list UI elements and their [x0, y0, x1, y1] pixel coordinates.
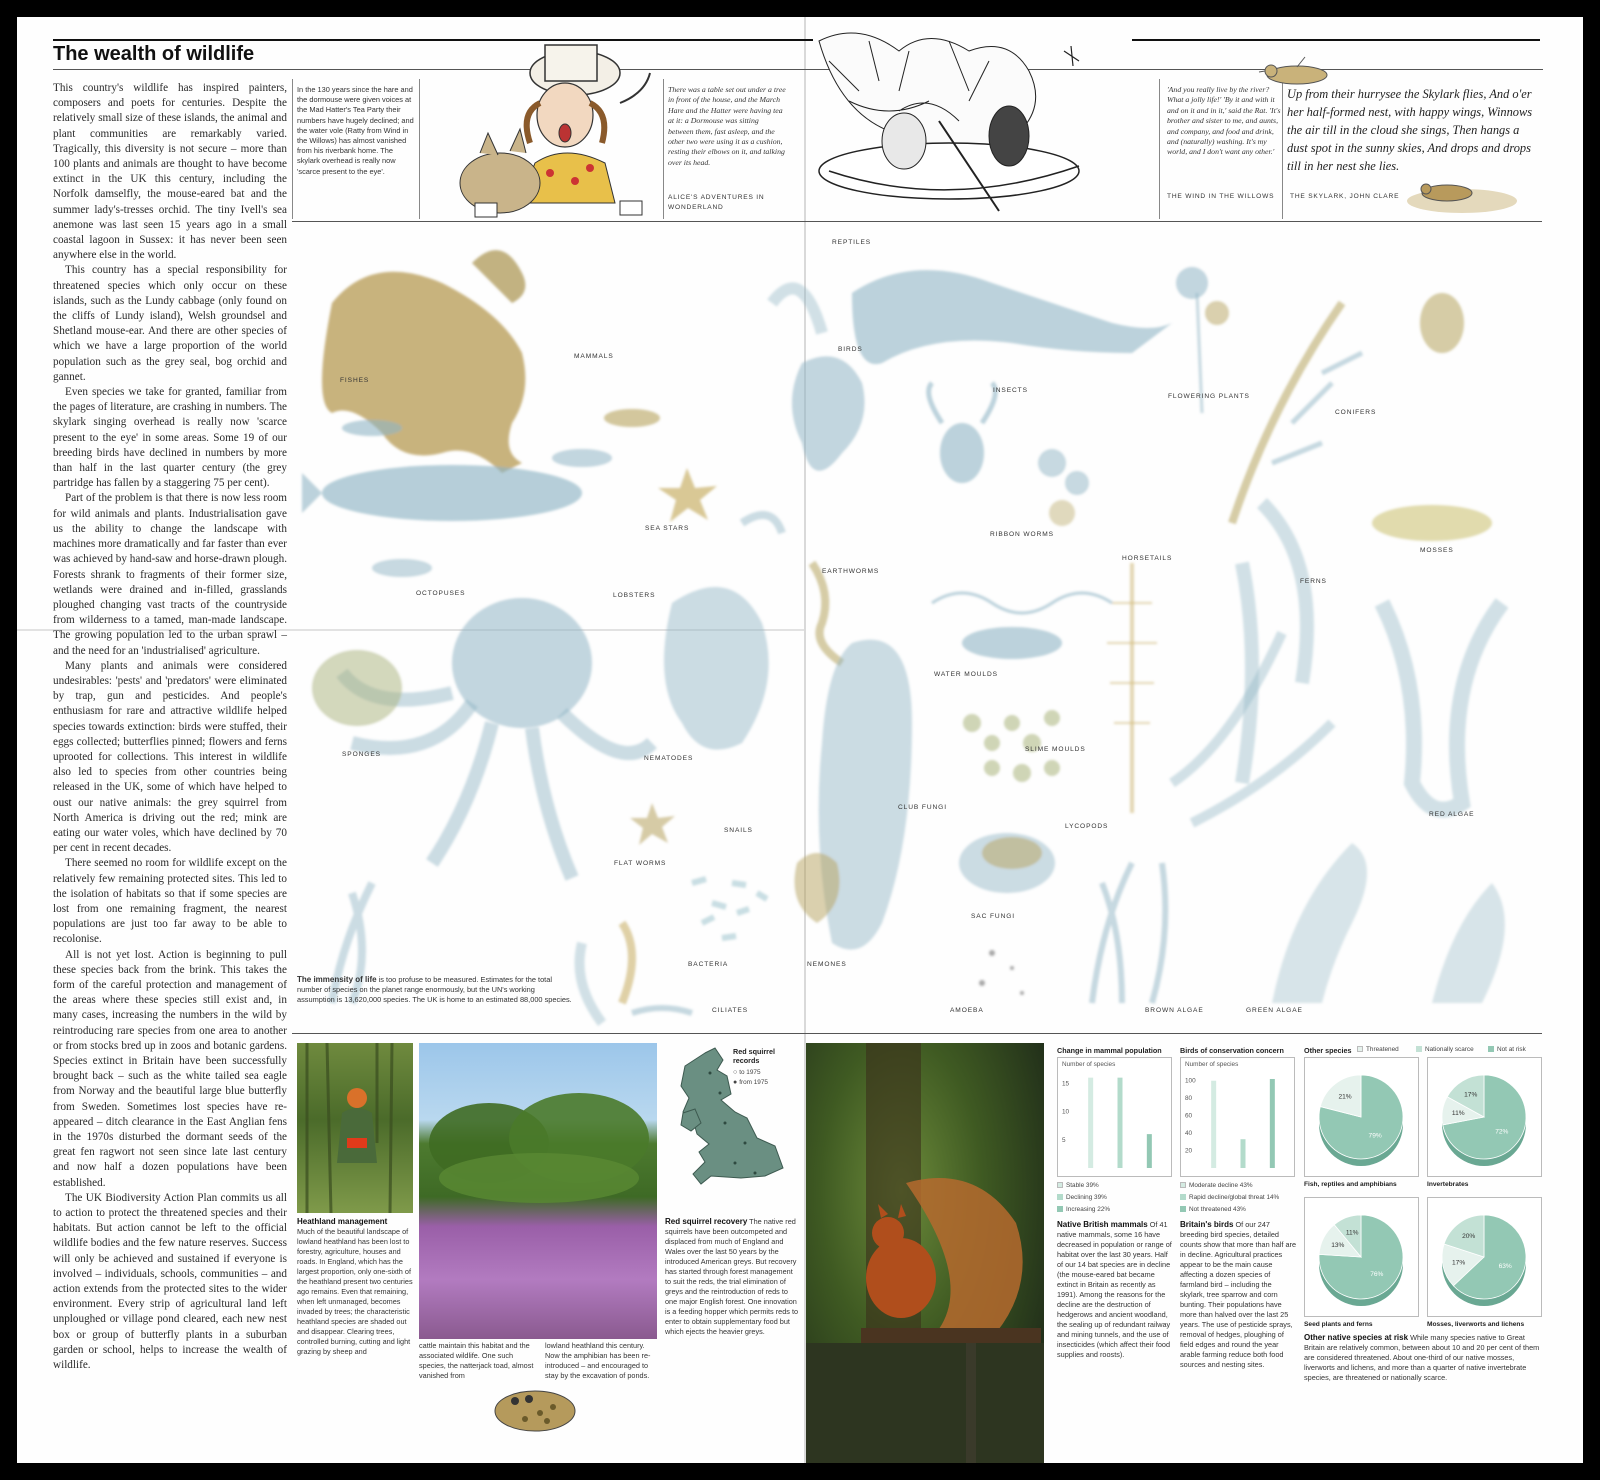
y-tick-label: 100 [1185, 1077, 1196, 1085]
document-page [17, 17, 1583, 1463]
essay-paragraph: Part of the problem is that there is now less room for wild animals and plants. Industrialisation gave us the ability to change the landscape with machines more dramatically and far faster than ever was achieved by hand-saw and horse-drawn plough. Forests shrank to fragments of their former size, wetlands were drained and in-filled, grasslands ploughed changing vast tracts of the countryside from wilderness to a tamed, man-made landscape. The growing population led to the urban sprawl – and the need for an 'industrialised' agriculture. [53, 492, 287, 657]
label-sponges: SPONGES [342, 751, 381, 758]
legend-label: Threatened [1366, 1046, 1399, 1053]
pie-value-label: 63% [1498, 1263, 1512, 1271]
pie-value-label: 72% [1495, 1128, 1509, 1136]
map-legend-to1975-label: to 1975 [739, 1069, 761, 1076]
pie-legend-item [1416, 1046, 1474, 1053]
legend-label: Increasing 22% [1066, 1206, 1111, 1213]
mammals-heading: Native British mammals [1057, 1220, 1148, 1229]
essay-paragraph: This country has a special responsibility for threatened species which only occur on these islands, such as the Lundy cabbage (only found on the cliffs of Lundy island), Welsh groundsel and Shetland mouse-ear. And there are other species of which we have a large proportion of the world population such as the grey seal, bog orchid and gannet. [53, 264, 287, 383]
pie-label: Invertebrates [1427, 1181, 1469, 1188]
heathland-col3: lowland heathland this century. Now the amphibian has been re-introduced – and encouraged to stay by the excavation of ponds. [545, 1341, 651, 1380]
chart-birds-ylabel: Number of species [1185, 1061, 1239, 1068]
poem-source: THE SKYLARK, JOHN CLARE [1290, 193, 1400, 200]
other-species-text [1304, 1333, 1542, 1383]
legend-label: Declining 39% [1066, 1194, 1107, 1201]
chart-mammals-frame [1057, 1057, 1172, 1177]
page-title: The wealth of wildlife [53, 43, 255, 65]
label-birds: BIRDS [838, 346, 863, 353]
chart-birds-legend-item [1180, 1182, 1253, 1189]
mad-hatter-illustration [425, 33, 660, 223]
label-sea-stars: SEA STARS [645, 525, 690, 532]
chart-birds-legend-item [1180, 1206, 1246, 1213]
essay-paragraph: All is not yet lost. Action is beginning to pull these species back from the brink. This takes the form of the careful protection and management of the areas where these species still exist and, in many cases, increasing the numbers in the wild by reintroducing rare species from one area to another or from stocks bred up in zoos and botanic gardens. Species extinct in Britain have been successfully brought back – such as the white tailed sea eagle from Norway and the beautiful large blue butterfly from Sweden. Sometimes lost species have re-appeared – ditch clearance in the East Anglian fens in the 1970s disturbed the dormant seeds of the great fen ragwort not seen since late last century and now half a dozen populations have been established. [53, 948, 287, 1189]
chart-mammals [1058, 1058, 1171, 1176]
label-flowering-plants: FLOWERING PLANTS [1168, 393, 1250, 400]
pie-value-label: 21% [1338, 1093, 1352, 1101]
skylark-poem: Up from their hurrysee the Skylark flies, And o'er her half-formed nest, with happy wings, Winnows the air till in the cloud she sings, Then hangs a dust spot in the sunny skies, And drops and drops till in her nest she lies. [1287, 87, 1533, 173]
chart-mammals-legend-item [1057, 1194, 1107, 1201]
label-lycopods: LYCOPODS [1065, 823, 1109, 830]
pie-value-label: 79% [1368, 1132, 1382, 1140]
label-slime-moulds: SLIME MOULDS [1025, 746, 1086, 753]
hare-note: In the 130 years since the hare and the dormouse were given voices at the Mad Hatter's Tea Party their numbers have hugely declined; and the water vole (Ratty from Wind in the Willows) has almost vanished from his riverbank home. The skylark overhead is really now 'scarce present to the eye'. [297, 85, 414, 176]
divider [419, 79, 420, 219]
pie-legend-item [1488, 1046, 1526, 1053]
pie-value-label: 76% [1370, 1270, 1384, 1278]
essay-paragraph: The UK Biodiversity Action Plan commits us all to action to protect the threatened species and their habitats. But action cannot be left to the official wildlife bodies and the few nature reserves. Success will only be achieved and sustained if everyone is involved – individuals, schools, communities – and action extends from the protected sites to the wider environment. Every strip of agricultural land left unploughed or village pond cleared, each new nest box or group of butterfly plants in a suburban garden or school, helps to increase the wealth of wildlife. [53, 1191, 287, 1372]
pie [1442, 1215, 1526, 1306]
caption-text: is too profuse to be measured. Estimates for the total number of species on the planet range enormously, but the UN's working assumption is 13,620,000 species. The UK is home to an estimated 88,000 species. [297, 975, 572, 1004]
birds-body: Of our 247 breeding bird species, detailed counts show that more than half are in decline. Agricultural practices appear to be the main cause affecting a dozen species of farmland bird – including the skylark, tree sparrow and corn bunting. Their populations have more than halved over the last 25 years. The use of pesticide sprays, removal of hedges, ploughing of field edges and round the year arable farming reduce both food sources and nesting sites. [1180, 1220, 1297, 1369]
label-octopuses: OCTOPUSES [416, 590, 466, 597]
pie-legend-item [1357, 1046, 1399, 1053]
squirrel-heading: Red squirrel recovery [665, 1217, 748, 1226]
chart-mammals-legend-item [1057, 1182, 1099, 1189]
legend-label: Not threatened 43% [1189, 1206, 1246, 1213]
label-water-moulds: WATER MOULDS [934, 671, 998, 678]
bar [1270, 1079, 1275, 1168]
label-sac-fungi: SAC FUNGI [971, 913, 1016, 920]
squirrel-text [665, 1217, 800, 1337]
heathland-photo [419, 1043, 657, 1339]
label-insects: INSECTS [993, 387, 1028, 394]
forestry-photo [297, 1043, 413, 1213]
essay-paragraph: There seemed no room for wildlife except on the relatively few remaining protected sites. This led to the isolation of habitats so that if some species are lost from one remaining fragment, the nearest populations are just too far away to be able to recolonise. [53, 857, 287, 946]
divider [663, 79, 664, 219]
label-horsetails: HORSETAILS [1122, 555, 1173, 562]
label-amoeba: AMOEBA [950, 1007, 984, 1014]
bar [1147, 1134, 1152, 1168]
willows-source: THE WIND IN THE WILLOWS [1167, 193, 1275, 200]
skylark-nest-illustration [1402, 173, 1532, 218]
pie-value-label: 17% [1464, 1091, 1478, 1099]
label-mammals: MAMMALS [574, 353, 614, 360]
legend-label: Nationally scarce [1425, 1046, 1474, 1053]
label-earthworms: EARTHWORMS [822, 568, 880, 575]
pie-section-title: Other species [1304, 1046, 1352, 1055]
divider [292, 79, 293, 219]
legend-label: Stable 39% [1066, 1182, 1099, 1189]
chart-mammals-legend-item [1057, 1206, 1110, 1213]
pie-value-label: 11% [1345, 1229, 1359, 1237]
label-reptiles: REPTILES [832, 239, 872, 246]
essay-paragraph: This country's wildlife has inspired painters, composers and poets for centuries. Despite the relatively small size of these islands, the animal and plant communities are remarkably varied. Tragically, this diversity is not secure – more than 100 plants and animals are thought to have become extinct in the UK this century, including the Norfolk damselfly, the mouse-eared bat and the summer lady's-tresses orchid. The tiny Ivell's sea anemone was last seen 15 years ago in a small coastal lagoon in Sussex: it has never been seen anywhere else in the world. [53, 82, 287, 262]
essay-paragraph: Even species we take for granted, familiar from the pages of literature, are crashing in numbers. The skylark singing overhead is really now 'scarce present to the eye' in some areas. Some 19 of our breeding birds have declined in numbers by more than half in the last quarter century (the grey partridge has fallen by a staggering 75 per cent). [53, 386, 287, 490]
y-tick-label: 40 [1185, 1130, 1193, 1138]
pie [1319, 1215, 1403, 1306]
map-legend-to1975: ○ to 1975 [733, 1069, 761, 1076]
natterjack-toad-illustration [485, 1377, 585, 1437]
alice-quote: There was a table set out under a tree in front of the house, and the March Hare and the Hatter were having tea at it: a Dormouse was sitting between them, fast asleep, and the other two were using it as a cushion, resting their elbows on it, and talking over its head. [668, 85, 786, 167]
label-brown-algae: BROWN ALGAE [1145, 1007, 1204, 1014]
bar [1088, 1078, 1093, 1168]
divider [1282, 79, 1283, 219]
y-tick-label: 20 [1185, 1147, 1193, 1155]
other-heading: Other native species at risk [1304, 1333, 1409, 1342]
heathland-col1: Much of the beautiful landscape of lowland heathland has been lost to forestry, agriculture, houses and roads. In England, which has the largest proportion, only one-sixth of the heathland present two centuries ago remains. Even that remaining, when left unmanaged, becomes invaded by trees; the characteristic heathland species are shaded out and disappear. Clearing trees, controlled burning, cutting and light grazing by sheep and [297, 1227, 413, 1356]
label-club-fungi: CLUB FUNGI [898, 804, 947, 811]
label-lobsters: LOBSTERS [613, 592, 656, 599]
divider [292, 1033, 1542, 1034]
caption-lead: The immensity of life [297, 975, 377, 984]
other-body: While many species native to Great Britain are relatively common, between about 10 and 20 per cent of them are considered threatened. About one-third of our native mosses, liverworts and lichens, and more than a quarter of native invertebrate species, are threatened or nationally scarce. [1304, 1333, 1540, 1382]
chart-birds-frame [1180, 1057, 1295, 1177]
tree-of-life-illustration [292, 223, 1542, 1028]
label-fishes: FISHES [340, 377, 370, 384]
chart-birds [1181, 1058, 1294, 1176]
chart-mammals-title: Change in mammal population [1057, 1046, 1162, 1055]
mammals-text [1057, 1220, 1175, 1360]
divider [1132, 39, 1540, 41]
chart-mammals-ylabel: Number of species [1062, 1061, 1116, 1068]
map-legend-from1975-label: from 1975 [739, 1079, 768, 1086]
bar [1211, 1081, 1216, 1168]
pie-label: Fish, reptiles and amphibians [1304, 1181, 1397, 1188]
y-tick-label: 10 [1062, 1108, 1070, 1116]
y-tick-label: 80 [1185, 1095, 1193, 1103]
chart-birds-legend-item [1180, 1194, 1279, 1201]
legend-label: Rapid decline/global threat 14% [1189, 1194, 1280, 1201]
red-squirrel-photo [806, 1043, 1044, 1463]
pie-value-label: 11% [1451, 1109, 1465, 1117]
label-ciliates: CILIATES [712, 1007, 749, 1014]
essay-paragraph: Many plants and animals were considered undesirables: 'pests' and 'predators' were eliminated by trap, gun and pesticides. And people's enthusiasm for rare and attractive wildlife helped species towards extinction: birds were stuffed, their eggs collected; butterflies pinned; flowers and ferns uprooted for collections. This interest in wildlife also led to species from other countries being released in the UK, some of which have helped to oust our native animals: the grey squirrel from North America is driving out the red; mink are eating our water voles, which have declined by 70 per cent in recent decades. [53, 659, 287, 855]
legend-label: Moderate decline 43% [1189, 1182, 1253, 1189]
birds-heading: Britain's birds [1180, 1220, 1234, 1229]
map-legend-title: Red squirrel records [733, 1047, 775, 1065]
label-anemones: NEMONES [807, 961, 847, 968]
label-snails: SNAILS [724, 827, 753, 834]
willows-quote: 'And you really live by the river? What a jolly life!' 'By it and with it and on it and in it,' said the Rat. 'It's brother and sister to me, and aunts, and company, and food and drink, and (naturally) washing. It's my world, and I don't want any other.' [1167, 85, 1281, 157]
label-nematodes: NEMATODES [644, 755, 694, 762]
map-legend-from1975: ● from 1975 [733, 1079, 768, 1086]
pie-value-label: 20% [1462, 1232, 1476, 1240]
y-tick-label: 60 [1185, 1112, 1193, 1120]
pie-value-label: 17% [1451, 1259, 1466, 1267]
label-ferns: FERNS [1300, 578, 1327, 585]
pie-value-label: 13% [1331, 1242, 1345, 1250]
label-mosses: MOSSES [1420, 547, 1454, 554]
squirrel-body: The native red squirrels have been outcompeted and displaced from much of England and Wales over the last 50 years by the introduced American greys. But recovery has started through forest management to suit the reds, the trial elimination of greys and the reintroduction of reds to one major English forest. One innovation is a feeding hopper which permits reds to enter to obtain supplementary food but which ejects the heavier greys. [665, 1217, 799, 1336]
heathland-heading: Heathland management [297, 1217, 388, 1226]
pie [1319, 1075, 1403, 1166]
heathland-text [297, 1217, 413, 1357]
label-conifers: CONIFERS [1335, 409, 1377, 416]
essay-text [53, 81, 287, 1373]
label-flat-worms: FLAT WORMS [614, 860, 667, 867]
chart-birds-title: Birds of conservation concern [1180, 1046, 1284, 1055]
label-ribbon-worms: RIBBON WORMS [990, 531, 1054, 538]
heathland-col2: cattle maintain this habitat and the associated wildlife. One such species, the natterjack toad, almost vanished from [419, 1341, 534, 1380]
pie-label: Mosses, liverworts and lichens [1427, 1321, 1525, 1328]
pie-label: Seed plants and ferns [1304, 1321, 1373, 1328]
label-bacteria: BACTERIA [688, 961, 729, 968]
birds-text [1180, 1220, 1298, 1370]
immensity-caption [297, 975, 572, 1005]
alice-source: ALICE'S ADVENTURES IN WONDERLAND [668, 194, 765, 211]
divider [1159, 79, 1160, 219]
y-tick-label: 5 [1062, 1136, 1066, 1144]
y-tick-label: 15 [1062, 1080, 1070, 1088]
bar [1241, 1139, 1246, 1168]
label-green-algae: GREEN ALGAE [1246, 1007, 1303, 1014]
mammals-body: Of 41 native mammals, some 16 have decreased in population or range of habitat over the last 30 years. Half of our 14 bat species are in decline (the mouse-eared bat became extinct in Britain as recently as 1991). Among the reasons for the decline are the destruction of hedgerows and ancient woodland, the sealing up of redundant railway and mining tunnels, and the use of insecticides (which affect their food supplies and roosts). [1057, 1220, 1172, 1359]
label-red-algae: RED ALGAE [1429, 811, 1475, 818]
legend-label: Not at risk [1497, 1046, 1526, 1053]
pie [1442, 1075, 1526, 1166]
bar [1118, 1078, 1123, 1168]
divider [292, 221, 1542, 222]
pie-charts [1304, 1057, 1544, 1327]
wind-in-the-willows-illustration [809, 21, 1159, 221]
